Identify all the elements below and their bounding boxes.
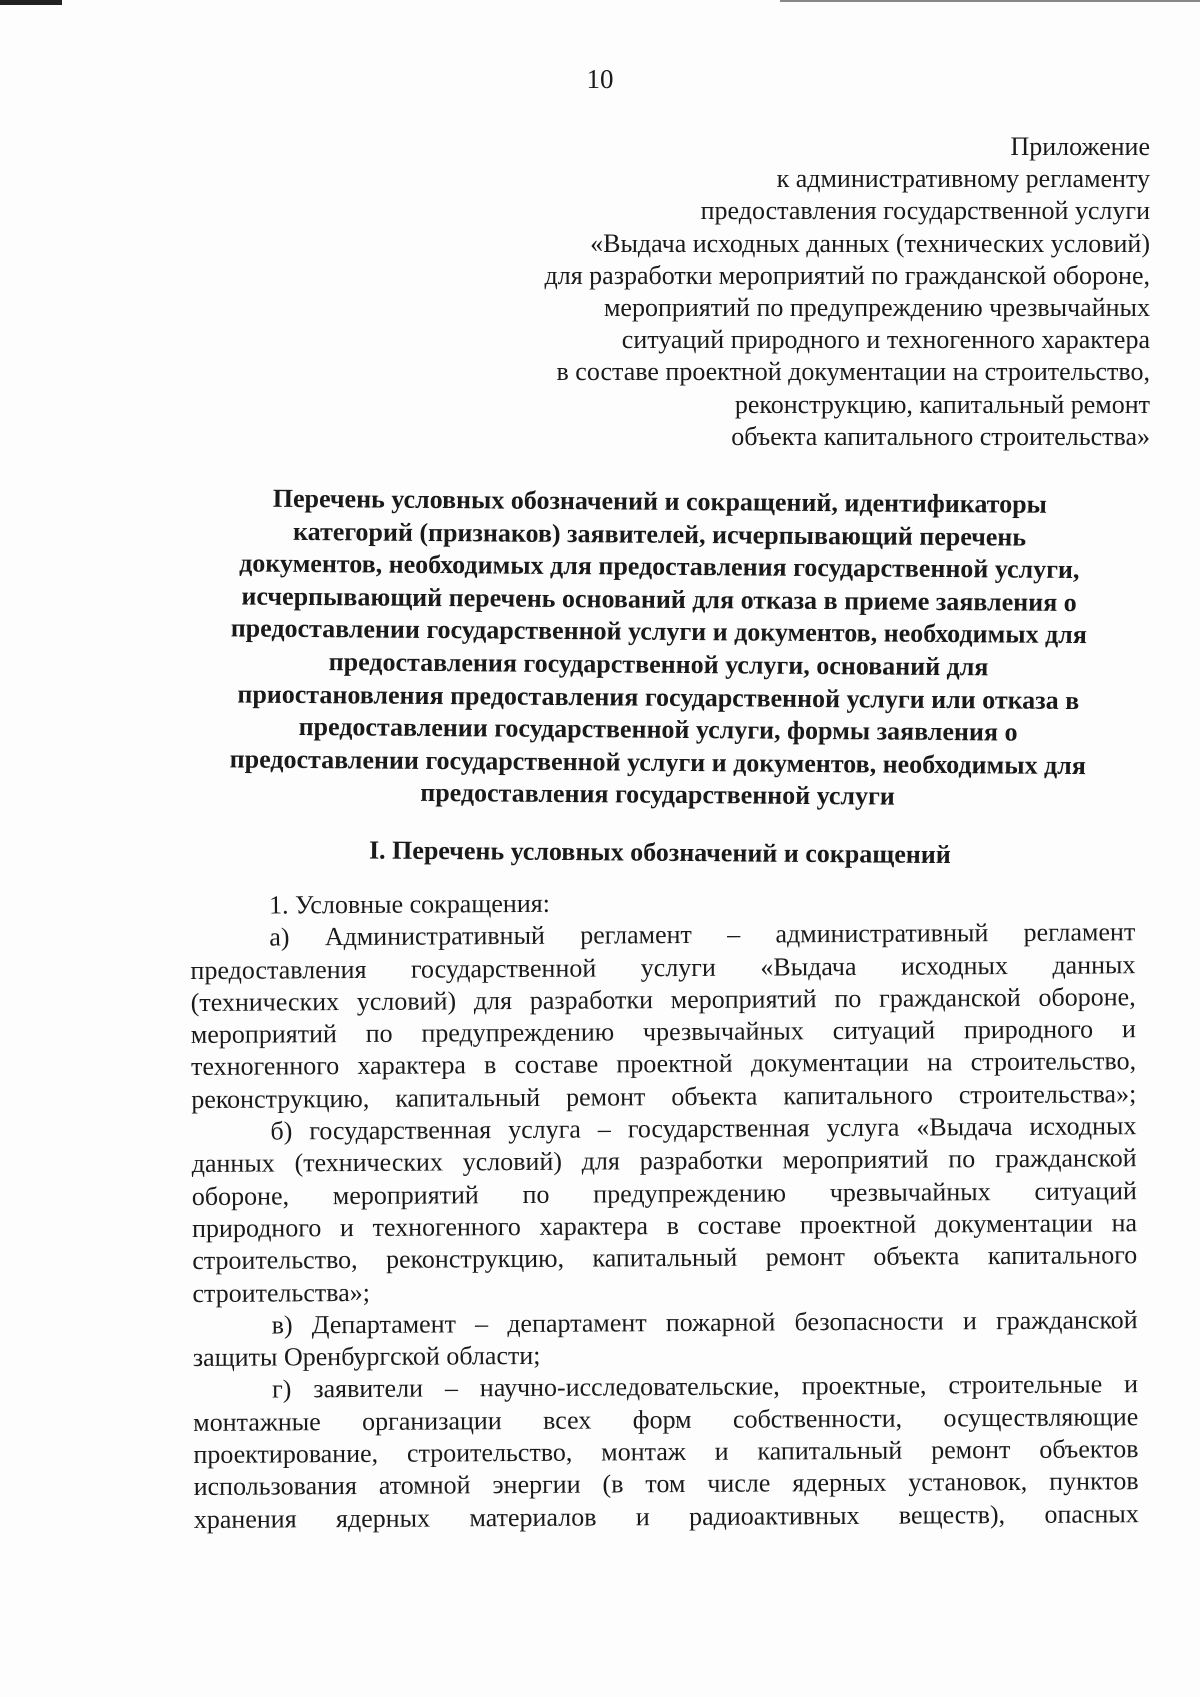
scan-edge-line	[780, 0, 1200, 2]
paragraph-line: в) Департамент – департамент пожарной безопасности и гражданской	[271, 1305, 1138, 1340]
appendix-line: Приложение	[1010, 132, 1150, 161]
appendix-line: реконструкцию, капитальный ремонт	[734, 389, 1150, 419]
paragraph-line: б) государственная услуга – государственная услуга «Выдача исходных	[270, 1111, 1137, 1146]
paragraph-line: строительство, реконструкцию, капитальный ремонт объекта капитального	[192, 1240, 1138, 1276]
document-body	[190, 884, 1139, 1536]
paragraph-a	[190, 917, 1136, 1117]
title-line: Перечень условных обозначений и сокращений, идентификаторы	[272, 483, 1048, 519]
appendix-header	[390, 131, 1150, 453]
paragraph-line: а) Административный регламент – административный регламент	[269, 917, 1136, 952]
appendix-line: к административному регламенту	[776, 164, 1150, 194]
title-line: предоставления государственной услуги	[420, 778, 895, 811]
section-heading: I. Перечень условных обозначений и сокращений	[368, 835, 951, 870]
paragraph-line: проектирование, строительство, монтаж и капитальный ремонт объектов	[193, 1434, 1139, 1470]
appendix-line: ситуаций природного и техногенного характера	[621, 325, 1150, 355]
paragraph-line: природного и техногенного характера в составе проектной документации на	[191, 1208, 1138, 1243]
title-line: документов, необходимых для предоставления государственной услуги,	[239, 548, 1080, 585]
appendix-line: для разработки мероприятий по гражданской обороне,	[544, 260, 1150, 290]
paragraph-b	[191, 1110, 1137, 1310]
paragraph-line: хранения ядерных материалов и радиоактивных веществ), опасных	[193, 1498, 1139, 1534]
paragraph-line: предоставления государственной услуги «Выдача исходных данных	[190, 949, 1136, 985]
paragraph-line: реконструкцию, капитальный ремонт объекта капитального строительства»;	[191, 1079, 1137, 1114]
paragraph-g	[193, 1369, 1139, 1536]
paragraph-line: техногенного характера в составе проектной документации на строительство,	[190, 1046, 1137, 1082]
paragraph-line: данных (технических условий) для разработки мероприятий по гражданской	[191, 1143, 1137, 1179]
appendix-line: мероприятий по предупреждению чрезвычайных	[603, 293, 1150, 323]
paragraph-line: мероприятий по предупреждению чрезвычайных ситуаций природного и	[190, 1014, 1136, 1050]
paragraph-line: использования атомной энергии (в том числе ядерных установок, пунктов	[193, 1466, 1139, 1502]
title-line: предоставлении государственной услуги, формы заявления о	[298, 712, 1018, 747]
appendix-line: в составе проектной документации на строительство,	[556, 357, 1150, 387]
title-line: предоставления государственной услуги, оснований для	[328, 647, 989, 682]
paragraph-line: г) заявители – научно-исследовательские, проектные, строительные и	[271, 1369, 1139, 1404]
appendix-line: объекта капитального строительства»	[731, 421, 1150, 451]
title-line: предоставлении государственной услуги и документов, необходимых для	[229, 744, 1086, 780]
paragraph-line: обороне, мероприятий по предупреждению чрезвычайных ситуаций	[191, 1175, 1137, 1211]
document-title	[177, 482, 1140, 815]
intro-line: 1. Условные сокращения:	[269, 888, 550, 920]
paragraph-line: монтажные организации всех форм собственности, осуществляющие	[193, 1401, 1139, 1437]
title-line: исчерпывающий перечень оснований для отказа в приеме заявления о	[241, 581, 1077, 617]
appendix-line: «Выдача исходных данных (технических условий)	[590, 228, 1150, 258]
paragraph-line: защиты Оренбургской области;	[192, 1341, 541, 1373]
scan-edge-mark	[0, 0, 62, 5]
title-line: категорий (признаков) заявителей, исчерпывающий перечень	[292, 516, 1027, 552]
paragraph-v	[193, 1304, 1138, 1374]
title-line: предоставлении государственной услуги и документов, необходимых для	[230, 613, 1088, 650]
page-number: 10	[586, 64, 614, 94]
paragraph-line: строительства»;	[192, 1277, 371, 1308]
paragraph-line: (технических условий) для разработки мероприятий по гражданской обороне,	[190, 982, 1136, 1017]
appendix-line: предоставления государственной услуги	[700, 196, 1150, 226]
title-line: приостановления предоставления государственной услуги или отказа в	[237, 679, 1080, 715]
